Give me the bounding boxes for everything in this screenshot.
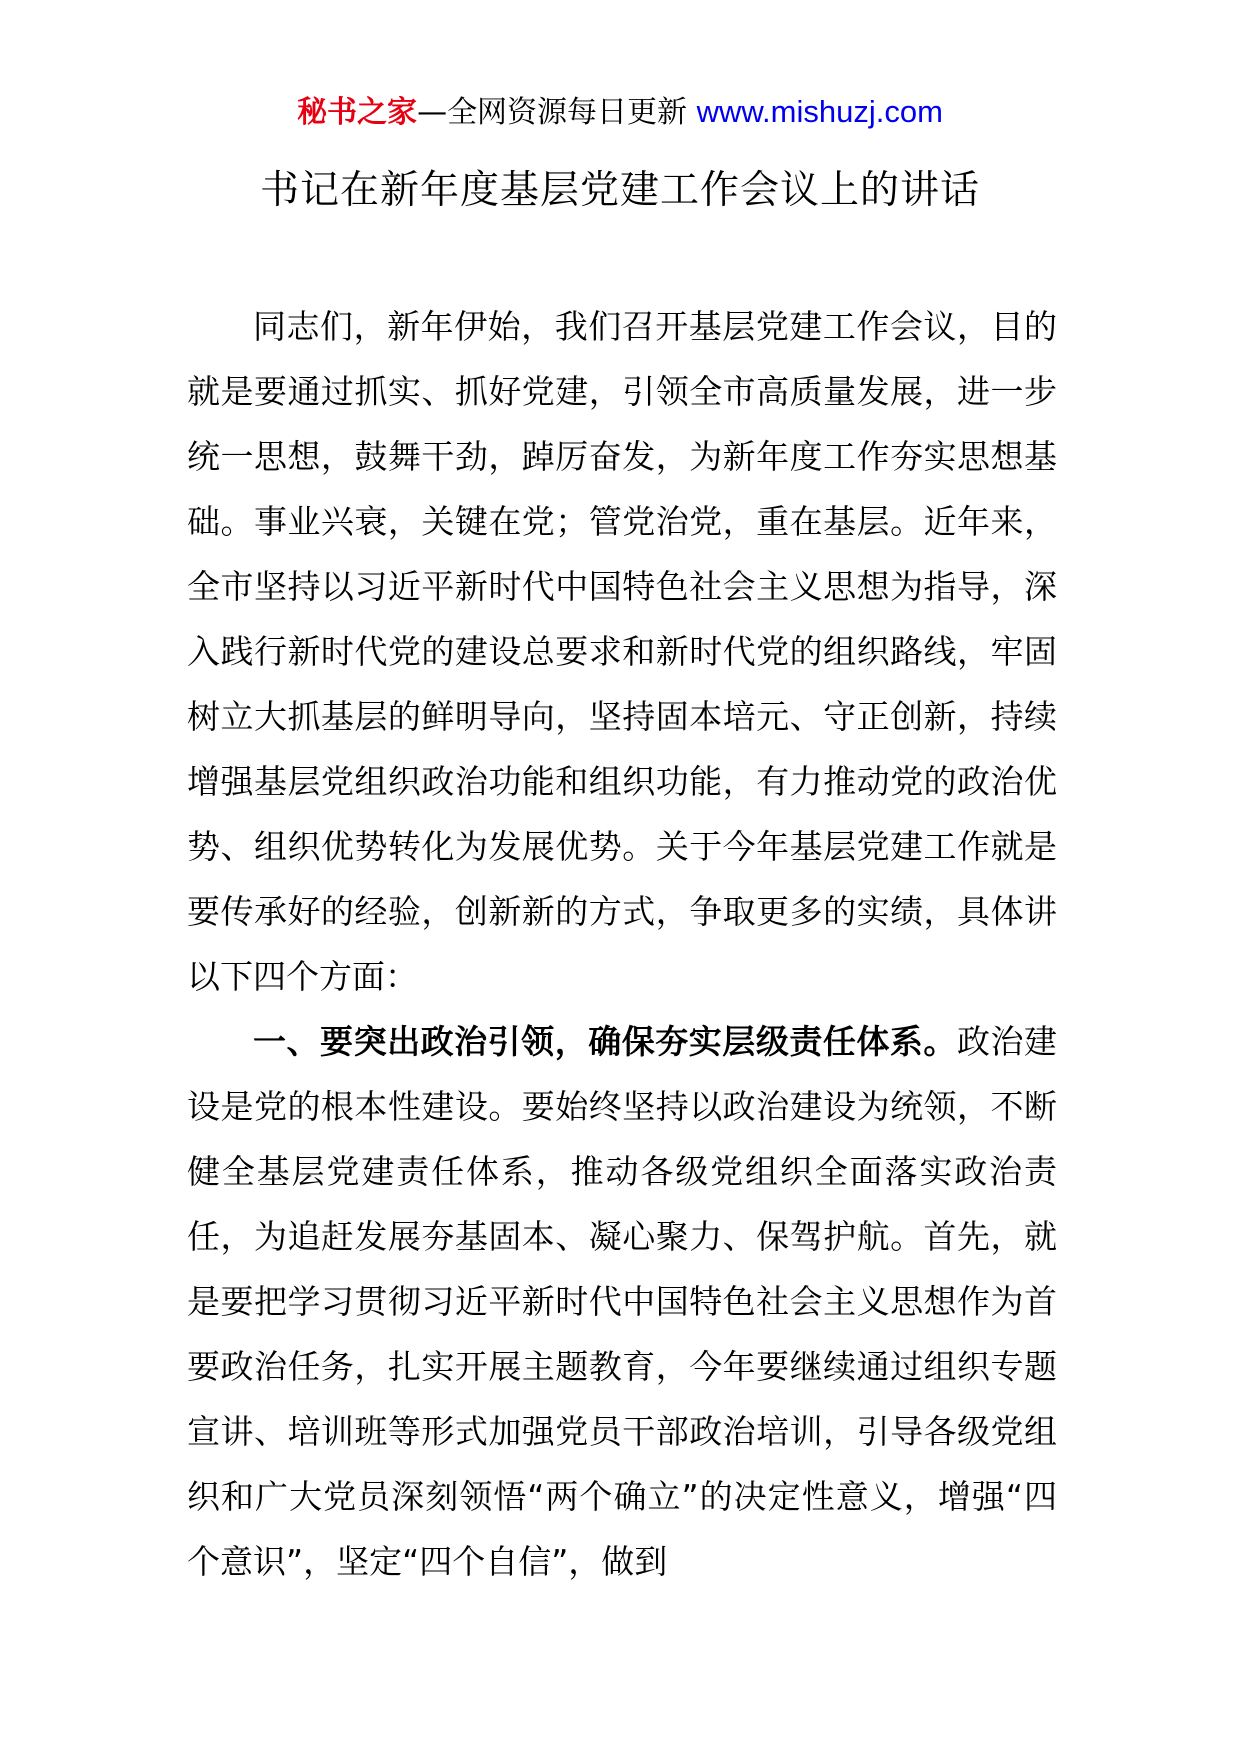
site-url-link[interactable]: www.mishuzj.com <box>696 94 943 129</box>
section-heading: 一、要突出政治引领，确保夯实层级责任体系。 <box>253 1022 957 1061</box>
paragraph-text: 同志们，新年伊始，我们召开基层党建工作会议，目的就是要通过抓实、抓好党建，引领全市高质量发展，进一步统一思想，鼓舞干劲，踔厉奋发，为新年度工作夯实思想基础。事业兴衰，关键在党；管党治党，重在基层。近年来，全市坚持以习近平新时代中国特色社会主义思想为指导，深入践行新时代党的建设总要求和新时代党的组织路线，牢固树立大抓基层的鲜明导向，坚持固本培元、守正创新，持续增强基层党组织政治功能和组织功能，有力推动党的政治优势、组织优势转化为发展优势。关于今年基层党建工作就是要传承好的经验，创新新的方式，争取更多的实绩，具体讲以下四个方面： <box>187 307 1057 996</box>
paragraph-intro <box>187 294 1057 1009</box>
paragraph-text: 政治建设是党的根本性建设。要始终坚持以政治建设为统领，不断健全基层党建责任体系，推动各级党组织全面落实政治责任，为追赶发展夯基固本、凝心聚力、保驾护航。首先，就是要把学习贯彻习近平新时代中国特色社会主义思想作为首要政治任务，扎实开展主题教育，今年要继续通过组织专题宣讲、培训班等形式加强党员干部政治培训，引导各级党组织和广大党员深刻领悟“两个确立”的决定性意义，增强“四个意识”，坚定“四个自信”，做到 <box>187 1022 1058 1581</box>
site-header <box>0 92 1240 133</box>
document-body <box>187 294 1057 1594</box>
document-title: 书记在新年度基层党建工作会议上的讲话 <box>259 168 980 213</box>
site-brand: 秘书之家 <box>297 95 418 130</box>
paragraph-section-one <box>187 1009 1057 1594</box>
site-slogan: —全网资源每日更新 <box>417 95 697 130</box>
